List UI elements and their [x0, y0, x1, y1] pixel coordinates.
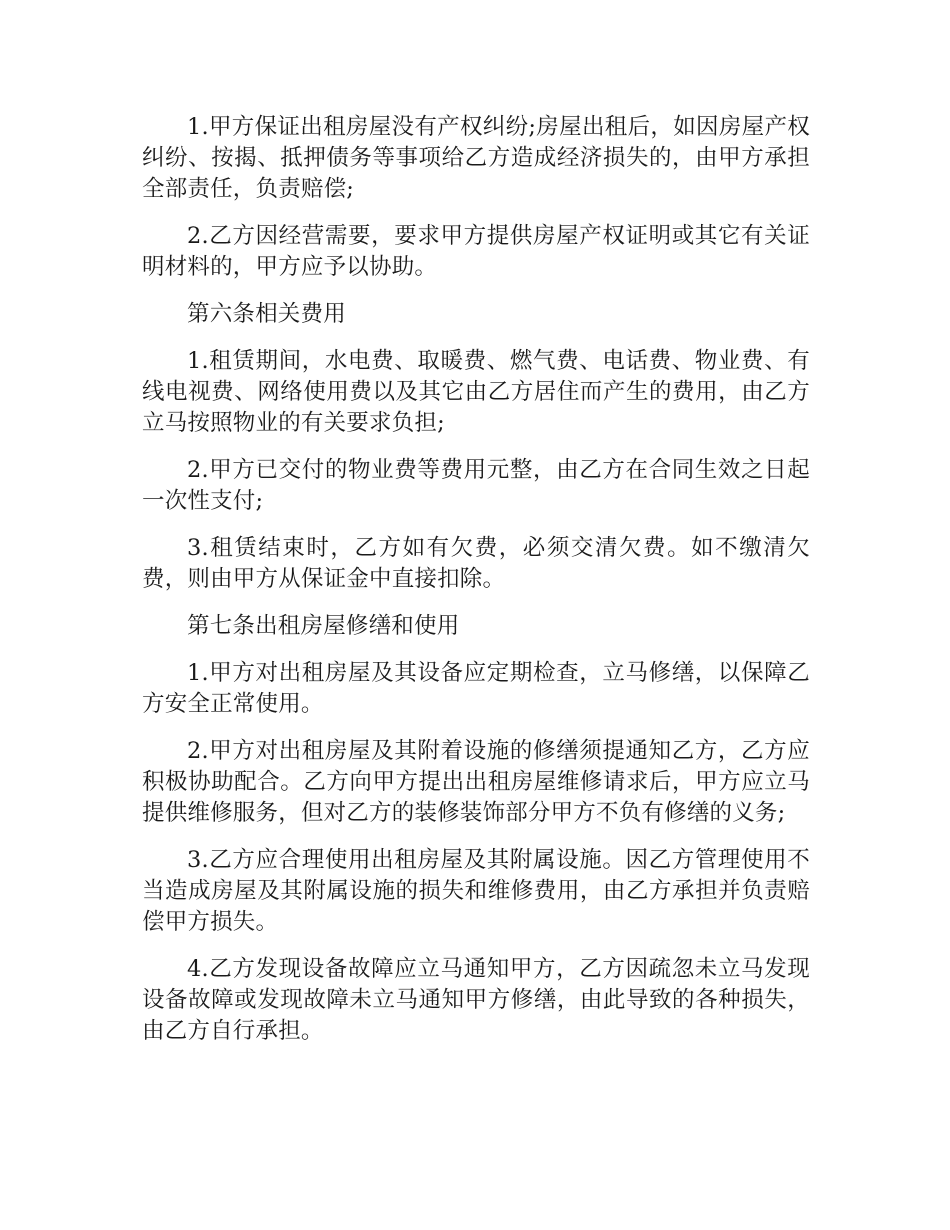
- clause-paragraph: 3.乙方应合理使用出租房屋及其附属设施。因乙方管理使用不当造成房屋及其附属设施的损失和维修费用，由乙方承担并负责赔偿甲方损失。: [142, 847, 810, 935]
- clause-paragraph: 2.甲方对出租房屋及其附着设施的修缮须提通知乙方，乙方应积极协助配合。乙方向甲方提出出租房屋维修请求后，甲方应立马提供维修服务，但对乙方的装修装饰部分甲方不负有修缮的义务;: [142, 738, 810, 826]
- clause-paragraph: 3.租赁结束时，乙方如有欠费，必须交清欠费。如不缴清欠费，则由甲方从保证金中直接扣除。: [142, 535, 810, 592]
- clause-paragraph: 1.甲方对出租房屋及其设备应定期检查，立马修缮，以保障乙方安全正常使用。: [142, 660, 810, 717]
- clause-paragraph: 1.甲方保证出租房屋没有产权纠纷;房屋出租后，如因房屋产权纠纷、按揭、抵押债务等事项给乙方造成经济损失的，由甲方承担全部责任，负责赔偿;: [142, 114, 810, 202]
- document-body: [142, 112, 810, 1063]
- clause-paragraph: 2.乙方因经营需要，要求甲方提供房屋产权证明或其它有关证明材料的，甲方应予以协助。: [142, 223, 810, 280]
- article-heading: 第六条相关费用: [187, 301, 346, 327]
- clause-paragraph: 4.乙方发现设备故障应立马通知甲方，乙方因疏忽未立马发现设备故障或发现故障未立马通知甲方修缮，由此导致的各种损失，由乙方自行承担。: [142, 956, 810, 1044]
- article-heading: 第七条出租房屋修缮和使用: [187, 613, 460, 639]
- clause-paragraph: 2.甲方已交付的物业费等费用元整，由乙方在合同生效之日起一次性支付;: [142, 457, 810, 514]
- clause-paragraph: 1.租赁期间，水电费、取暖费、燃气费、电话费、物业费、有线电视费、网络使用费以及其它由乙方居住而产生的费用，由乙方立马按照物业的有关要求负担;: [142, 348, 810, 436]
